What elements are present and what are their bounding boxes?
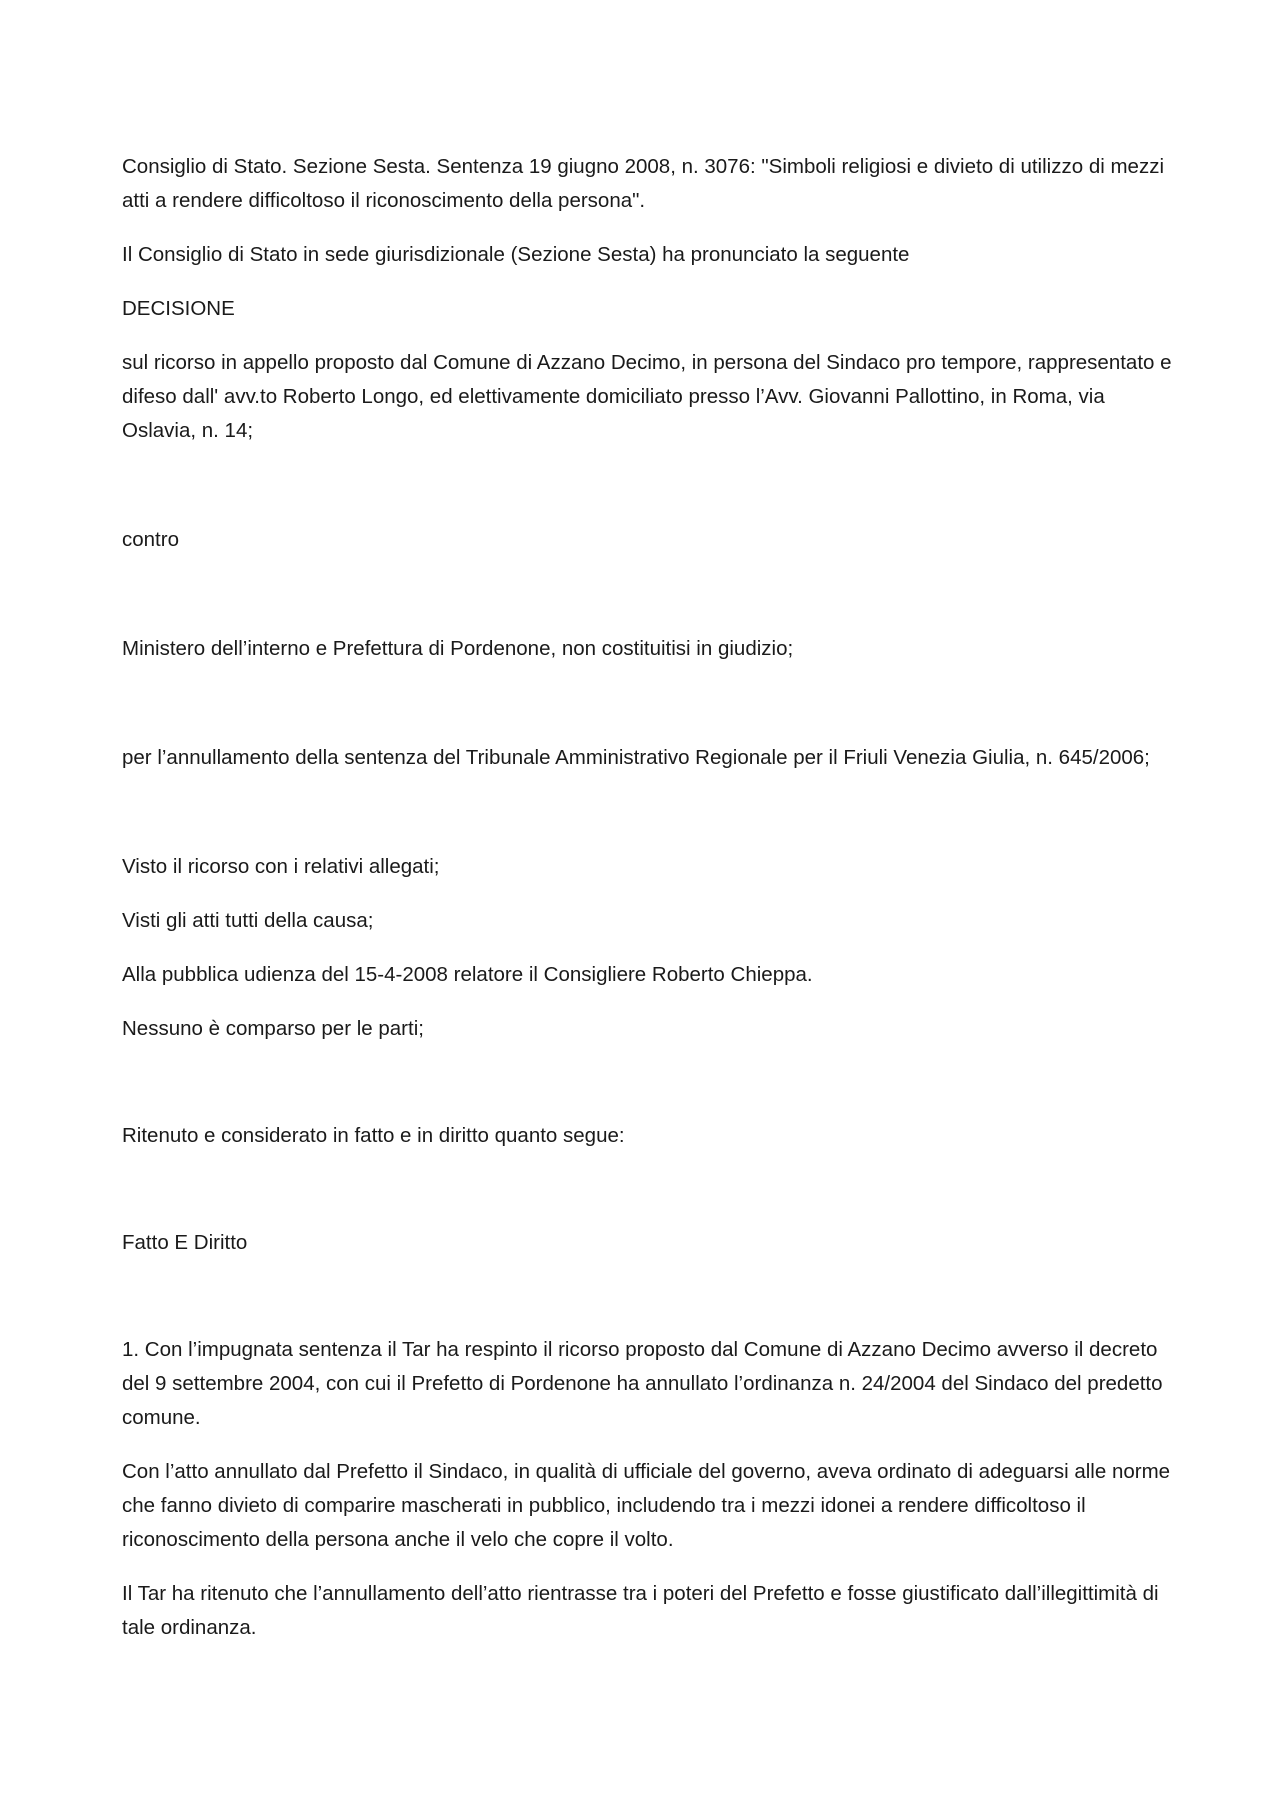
respondents-paragraph: Ministero dell’interno e Prefettura di Pordenone, non costituitisi in giudizio; — [122, 637, 794, 660]
seen-appeal: Visto il ricorso con i relativi allegati; — [122, 855, 440, 878]
decision-heading: DECISIONE — [122, 297, 235, 320]
body-paragraph-2: Con l’atto annullato dal Prefetto il Sindaco, in qualità di ufficiale del governo, aveva ordinato di adeguarsi alle norme che fanno divieto di comparire mascherati in pubblico, includendo tra i mezzi idonei a rendere difficoltoso il riconoscimento della persona anche il velo che copre il volto. — [122, 1460, 1171, 1551]
hearing-paragraph: Alla pubblica udienza del 15-4-2008 relatore il Consigliere Roberto Chieppa. — [122, 963, 813, 986]
court-intro: Il Consiglio di Stato in sede giurisdizionale (Sezione Sesta) ha pronunciato la seguente — [122, 243, 910, 266]
document-page — [122, 150, 1172, 1665]
considered-paragraph: Ritenuto e considerato in fatto e in diritto quanto segue: — [122, 1124, 625, 1147]
body-paragraph-3: Il Tar ha ritenuto che l’annullamento dell’atto rientrasse tra i poteri del Prefetto e fosse giustificato dall’illegittimità di tale ordinanza. — [122, 1582, 1159, 1639]
facts-heading: Fatto E Diritto — [122, 1231, 248, 1254]
against-label: contro — [122, 528, 179, 551]
seen-acts: Visti gli atti tutti della causa; — [122, 909, 374, 932]
document-title: Consiglio di Stato. Sezione Sesta. Sentenza 19 giugno 2008, n. 3076: "Simboli religiosi e divieto di utilizzo di mezzi atti a rendere difficoltoso il riconoscimento della persona". — [122, 155, 1164, 212]
appearance-paragraph: Nessuno è comparso per le parti; — [122, 1017, 424, 1040]
body-paragraph-1: 1. Con l’impugnata sentenza il Tar ha respinto il ricorso proposto dal Comune di Azzano Decimo avverso il decreto del 9 settembre 2004, con cui il Prefetto di Pordenone ha annullato l’ordinanza n. 24/2004 del Sindaco del predetto comune. — [122, 1338, 1163, 1429]
annulment-paragraph: per l’annullamento della sentenza del Tribunale Amministrativo Regionale per il Friuli Venezia Giulia, n. 645/2006; — [122, 746, 1150, 769]
appeal-paragraph: sul ricorso in appello proposto dal Comune di Azzano Decimo, in persona del Sindaco pro tempore, rappresentato e difeso dall' avv.to Roberto Longo, ed elettivamente domiciliato presso l’Avv. Giovanni Pallottino, in Roma, via Oslavia, n. 14; — [122, 351, 1172, 442]
